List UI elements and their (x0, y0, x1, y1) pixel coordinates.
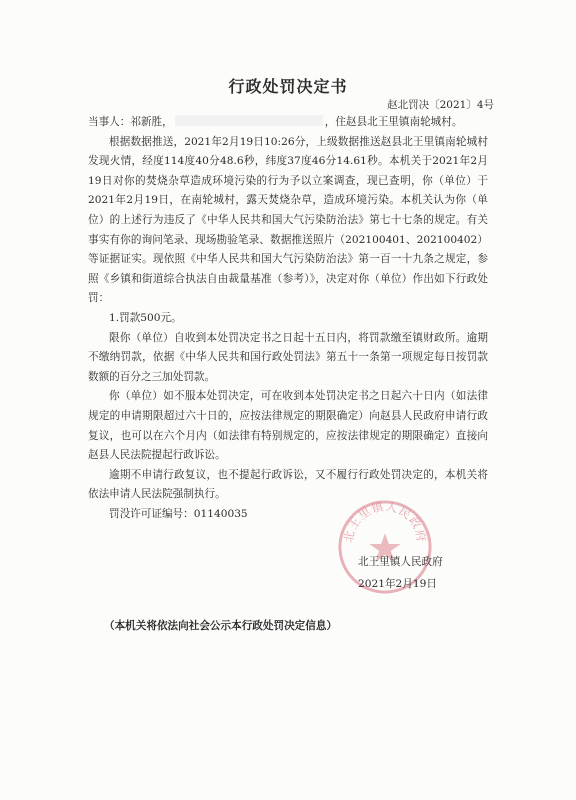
document-number: 赵北罚决〔2021〕4号 (387, 99, 494, 111)
party-label: 当事人： (88, 116, 131, 128)
party-line (88, 113, 488, 133)
party-name: 祁新胜， (130, 116, 173, 128)
redaction-block (175, 115, 323, 126)
paragraph-penalty: 1.罚款500元。 (109, 311, 182, 324)
signature-block (358, 551, 443, 595)
paragraph-payment: 限你（单位）自收到本处罚决定书之日起十五日内，将罚款缴至镇财政所。逾期不缴纳罚款，依据《中华人民共和国行政处罚法》第五十一条第一项规定每日按罚款数额的百分之三加处罚款。 (88, 331, 488, 383)
paragraph-enforcement: 逾期不申请行政复议，也不提起行政诉讼，又不履行行政处罚决定的，本机关将依法申请人民法院强制执行。 (88, 468, 488, 501)
document-body (88, 113, 488, 524)
paragraph-appeal: 你（单位）如不服本处罚决定，可在收到本处罚决定书之日起六十日内（如法律规定的申请期限超过六十日的，应按法律规定的期限确定）向赵县人民政府申请行政复议，也可以在六个月内（如法律有特别规定的，应按法律规定的期限确定）直接向赵县人民法院提起行政诉讼。 (88, 390, 488, 462)
footer-note: （本机关将依法向社会公示本行政处罚决定信息） (104, 620, 338, 632)
paragraph-facts: 根据数据推送，2021年2月19日10:26分，上级数据推送赵县北王里镇南轮城村发现火情，经度114度40分48.6秒，纬度37度46分14.61秒。本机关于2021年2月19日对你的焚烧杂草造成环境污染的行为予以立案调查，现已查明，你（单位）于2021年2月19日，在南轮城村，露天焚烧杂草，造成环境污染。本机关认为你（单位）的上述行为违反了《中华人民共和国大气污染防治法》第七十七条的规定。有关事实有你的询问笔录、现场勘验笔录、数据推送照片（202100401、202100402）等证据证实。现依照《中华人民共和国大气污染防治法》第一百一十九条之规定，参照《乡镇和街道综合执法自由裁量基准（参考）》，决定对你（单位）作出如下行政处罚： (88, 135, 488, 305)
signature-date: 2021年2月19日 (358, 578, 437, 590)
license-number: 罚没许可证编号：01140035 (109, 507, 248, 520)
document-title: 行政处罚决定书 (228, 77, 348, 96)
signature-org: 北王里镇人民政府 (358, 556, 443, 568)
party-address: ，住赵县北王里镇南轮城村。 (324, 116, 463, 128)
seal-text: 北王里镇人民政府 (341, 499, 429, 544)
